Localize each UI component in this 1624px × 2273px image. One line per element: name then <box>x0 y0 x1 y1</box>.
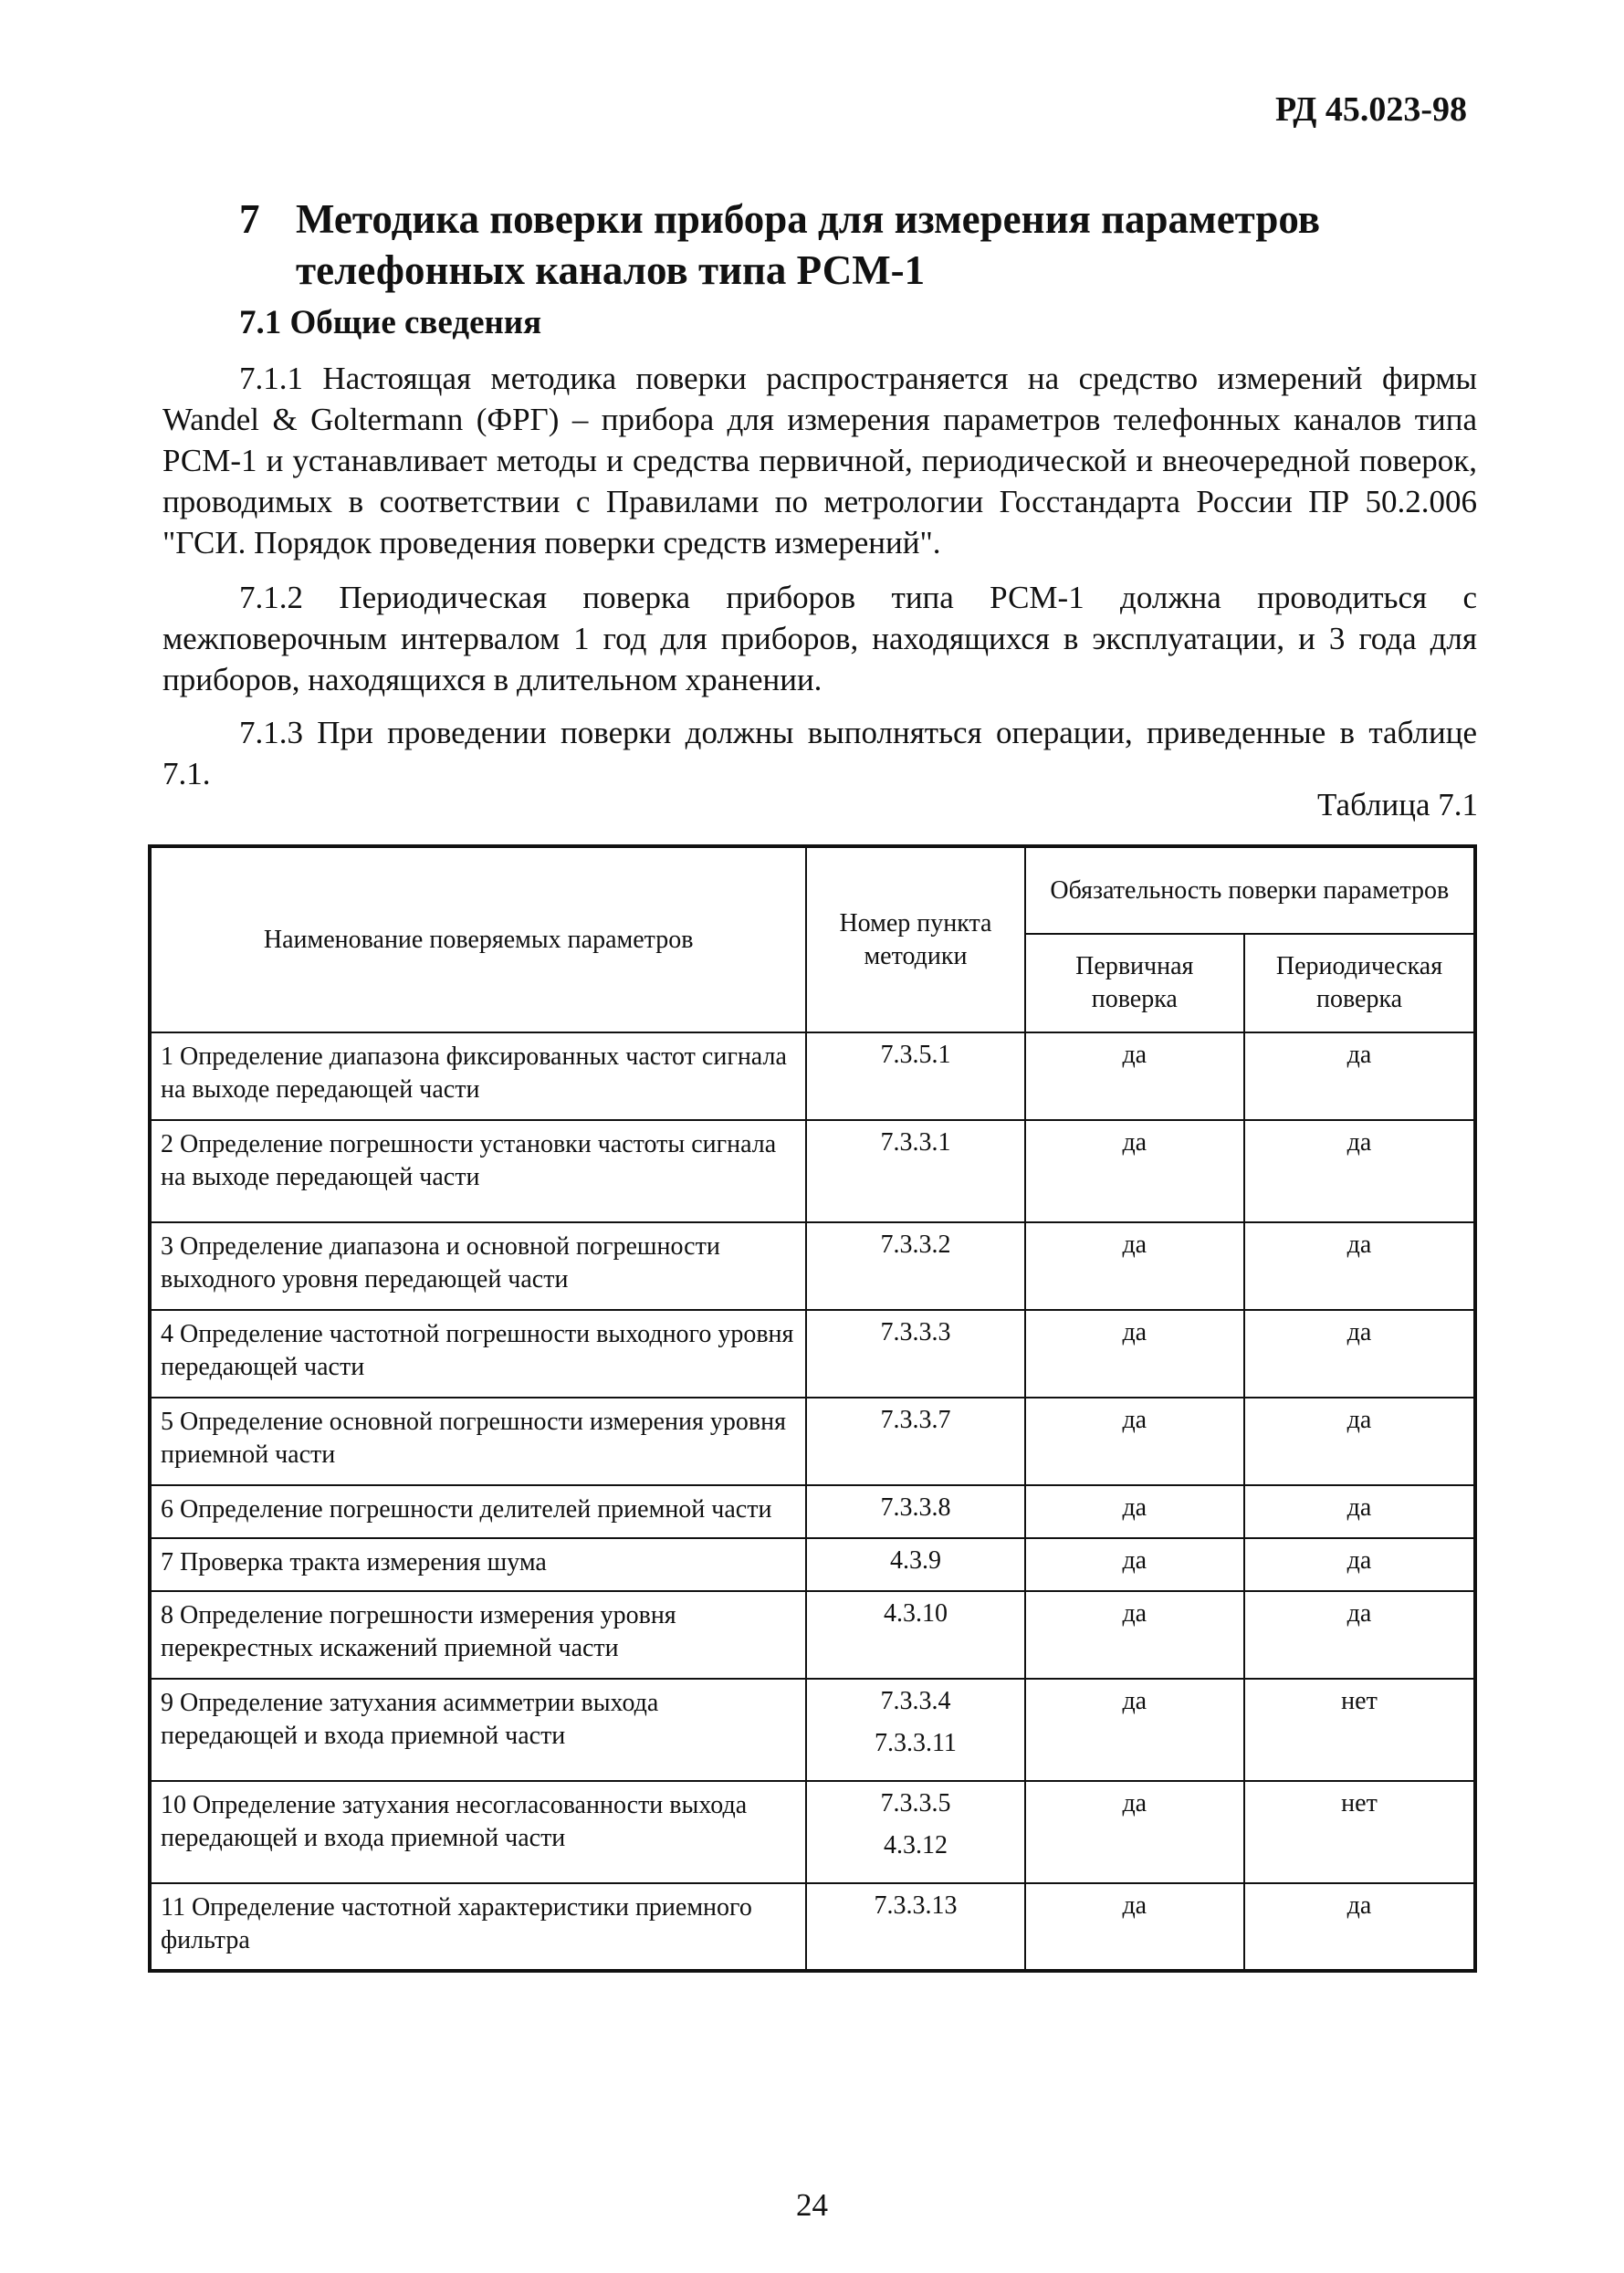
row-primary: да <box>1025 1485 1244 1538</box>
row-number: 4.3.9 <box>806 1538 1024 1591</box>
table-row <box>150 1485 1475 1538</box>
row-primary: да <box>1025 1679 1244 1781</box>
row-number-cell <box>806 1781 1024 1883</box>
row-primary: да <box>1025 1222 1244 1310</box>
row-periodic: да <box>1244 1591 1475 1679</box>
row-name: 6 Определение погрешности делителей приемной части <box>150 1485 806 1538</box>
table-row <box>150 1032 1475 1120</box>
row-name: 9 Определение затухания асимметрии выхода передающей и входа приемной части <box>150 1679 806 1781</box>
section-title-text: Методика поверки прибора для измерения параметров телефонных каналов типа РСМ-1 <box>296 196 1321 293</box>
table-row <box>150 1538 1475 1591</box>
row-number: 7.3.3.5 <box>880 1789 951 1817</box>
row-periodic: нет <box>1244 1781 1475 1883</box>
row-periodic: да <box>1244 1222 1475 1310</box>
header-name: Наименование поверяемых параметров <box>150 846 806 1032</box>
table-row <box>150 1591 1475 1679</box>
header-periodic: Периодическая поверка <box>1244 934 1475 1032</box>
row-name: 4 Определение частотной погрешности выходного уровня передающей части <box>150 1310 806 1398</box>
paragraph-7-1-3: 7.1.3 При проведении поверки должны выполняться операции, приведенные в таблице 7.1. <box>162 715 1477 791</box>
row-primary: да <box>1025 1310 1244 1398</box>
page-number: 24 <box>796 2187 828 2223</box>
row-periodic: да <box>1244 1310 1475 1398</box>
row-number: 4.3.10 <box>806 1591 1024 1679</box>
table-caption: Таблица 7.1 <box>1317 787 1478 822</box>
table-row <box>150 1398 1475 1485</box>
row-periodic: да <box>1244 1120 1475 1222</box>
table-row <box>150 1781 1475 1883</box>
section-title <box>239 194 1481 296</box>
row-primary: да <box>1025 1398 1244 1485</box>
paragraph-7-1-2: 7.1.2 Периодическая поверка приборов типа РСМ-1 должна проводиться с межповерочным интервалом 1 год для приборов, находящихся в эксплуатации, и 3 года для приборов, находящихся в длительном хранении. <box>162 580 1477 697</box>
row-number: 7.3.3.8 <box>806 1485 1024 1538</box>
row-primary: да <box>1025 1781 1244 1883</box>
row-name: 10 Определение затухания несогласованности выхода передающей и входа приемной части <box>150 1781 806 1883</box>
row-number: 7.3.3.2 <box>806 1222 1024 1310</box>
row-periodic: да <box>1244 1485 1475 1538</box>
row-periodic: да <box>1244 1398 1475 1485</box>
row-name: 2 Определение погрешности установки частоты сигнала на выходе передающей части <box>150 1120 806 1222</box>
table-row <box>150 1883 1475 1971</box>
row-periodic: да <box>1244 1032 1475 1120</box>
row-number: 7.3.3.13 <box>806 1883 1024 1971</box>
header-mandatory: Обязательность поверки параметров <box>1025 846 1475 934</box>
header-primary: Первичная поверка <box>1025 934 1244 1032</box>
row-number-cell <box>806 1679 1024 1781</box>
row-name: 3 Определение диапазона и основной погрешности выходного уровня передающей части <box>150 1222 806 1310</box>
row-primary: да <box>1025 1591 1244 1679</box>
table-row <box>150 1120 1475 1222</box>
verification-table <box>148 844 1477 1973</box>
header-number: Номер пункта методики <box>806 846 1024 1032</box>
row-number: 7.3.3.7 <box>806 1398 1024 1485</box>
row-name: 5 Определение основной погрешности измерения уровня приемной части <box>150 1398 806 1485</box>
subsection-title: 7.1 Общие сведения <box>239 304 542 341</box>
table-row <box>150 1679 1475 1781</box>
row-periodic: да <box>1244 1538 1475 1591</box>
row-number-secondary: 4.3.12 <box>883 1831 948 1859</box>
table-row <box>150 1222 1475 1310</box>
row-name: 7 Проверка тракта измерения шума <box>150 1538 806 1591</box>
row-number: 7.3.5.1 <box>806 1032 1024 1120</box>
row-name: 1 Определение диапазона фиксированных частот сигнала на выходе передающей части <box>150 1032 806 1120</box>
table-header-row <box>150 846 1475 934</box>
row-number: 7.3.3.1 <box>806 1120 1024 1222</box>
row-number: 7.3.3.3 <box>806 1310 1024 1398</box>
row-primary: да <box>1025 1120 1244 1222</box>
row-primary: да <box>1025 1032 1244 1120</box>
section-number: 7 <box>239 196 260 242</box>
paragraph-7-1-1: 7.1.1 Настоящая методика поверки распространяется на средство измерений фирмы Wandel & Goltermann (ФРГ) – прибора для измерения параметров телефонных каналов типа РСМ-1 и устанавливает методы и средства первичной, периодической и внеочередной поверок, проводимых в соответствии с Правилами по метрологии Госстандарта России ПР 50.2.006 "ГСИ. Порядок проведения поверки средств измерений". <box>162 361 1477 560</box>
row-name: 11 Определение частотной характеристики приемного фильтра <box>150 1883 806 1971</box>
row-primary: да <box>1025 1538 1244 1591</box>
row-name: 8 Определение погрешности измерения уровня перекрестных искажений приемной части <box>150 1591 806 1679</box>
row-number-secondary: 7.3.3.11 <box>874 1729 957 1757</box>
row-periodic: нет <box>1244 1679 1475 1781</box>
row-periodic: да <box>1244 1883 1475 1971</box>
table-row <box>150 1310 1475 1398</box>
row-number: 7.3.3.4 <box>880 1687 951 1715</box>
document-code: РД 45.023-98 <box>1275 90 1467 129</box>
row-primary: да <box>1025 1883 1244 1971</box>
